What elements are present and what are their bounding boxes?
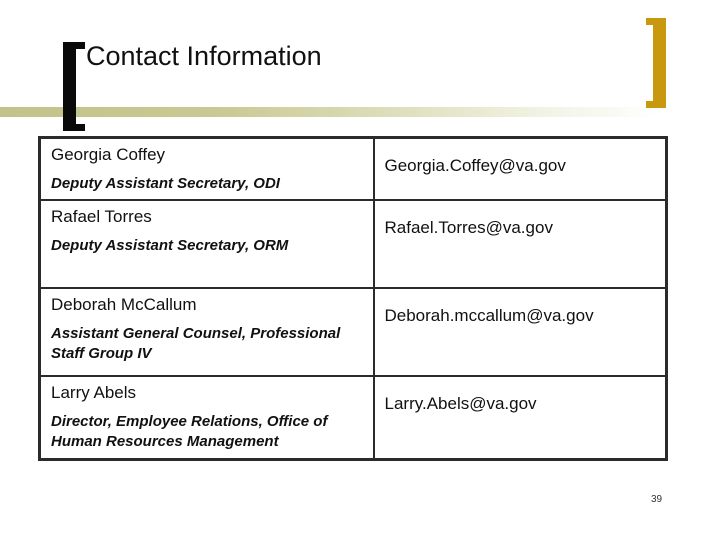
table-row xyxy=(40,200,667,288)
slide-title: Contact Information xyxy=(86,41,322,71)
contact-name: Deborah McCallum xyxy=(51,295,197,315)
contact-name: Rafael Torres xyxy=(51,207,152,227)
contact-cell xyxy=(40,200,374,288)
page-number: 39 xyxy=(651,494,663,505)
email-cell xyxy=(374,288,667,376)
contact-email: Larry.Abels@va.gov xyxy=(384,394,537,414)
divider-line xyxy=(0,107,720,117)
email-cell xyxy=(374,138,667,201)
contact-cell xyxy=(40,138,374,201)
contact-role: Deputy Assistant Secretary, ORM xyxy=(51,237,289,255)
contacts-table xyxy=(38,136,668,461)
contact-email: Rafael.Torres@va.gov xyxy=(384,218,553,238)
contact-role: Deputy Assistant Secretary, ODI xyxy=(51,174,280,192)
corner-bracket-icon xyxy=(646,18,666,108)
title-bracket-icon xyxy=(63,42,85,131)
table-row xyxy=(40,288,667,376)
contact-name: Larry Abels xyxy=(51,383,137,403)
contact-role: Assistant General Counsel, Professional Staff Group IV xyxy=(51,325,341,363)
table-row xyxy=(40,138,667,201)
contact-email: Deborah.mccallum@va.gov xyxy=(384,306,594,326)
contact-cell xyxy=(40,376,374,459)
contact-role: Director, Employee Relations, Office of Human Resources Management xyxy=(51,413,328,451)
email-cell xyxy=(374,376,667,459)
table-row xyxy=(40,376,667,459)
contact-email: Georgia.Coffey@va.gov xyxy=(384,156,566,175)
email-cell xyxy=(374,200,667,288)
contact-name: Georgia Coffey xyxy=(51,145,166,164)
contact-cell xyxy=(40,288,374,376)
